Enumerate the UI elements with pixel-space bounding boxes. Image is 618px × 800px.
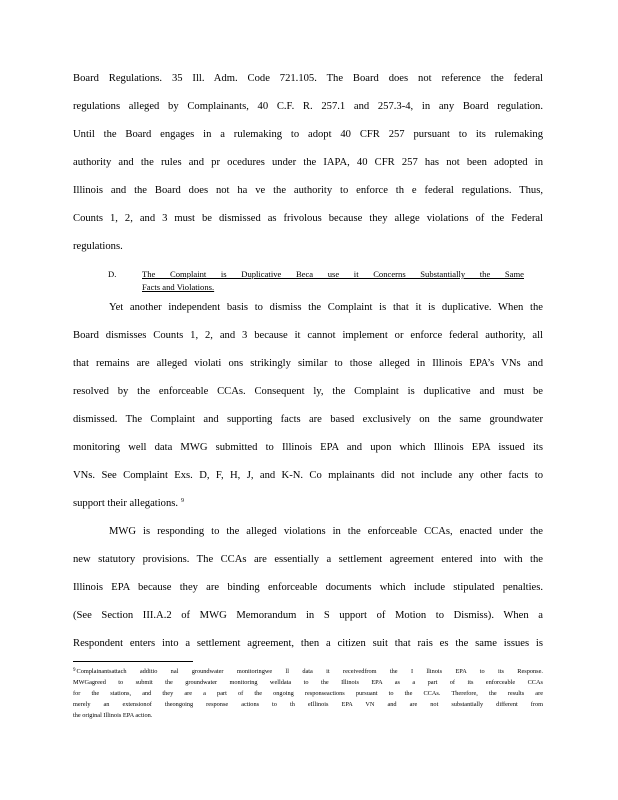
text-line: that remains are alleged violati ons strikingly similar to those alleged in Illinois EPA’s VNs and (73, 358, 543, 369)
footnote-line: for the stations, and they are a part of the ongoing responseactions pursuant to the CCAs. Therefore, the results are (73, 690, 543, 697)
section-heading (108, 269, 528, 295)
section-label: D. (108, 269, 117, 279)
footnote-line: merely an extensionof theongoing response actions to th eIllinois EPA VN and are not substantially different from (73, 701, 543, 708)
text-line: (See Section III.A.2 of MWG Memorandum in S upport of Motion to Dismiss). When a (73, 610, 543, 621)
text-line: Counts 1, 2, and 3 must be dismissed as frivolous because they allege violations of the Federal (73, 213, 543, 224)
text-line: regulations. (73, 241, 123, 252)
text-line: Respondent enters into a settlement agreement, then a citizen suit that rais es the same issues is (73, 638, 543, 649)
section-title-line-2: Facts and Violations. (142, 282, 215, 292)
text-line: authority and the rules and pr ocedures under the IAPA, 40 CFR 257 has not been adopted in (73, 157, 543, 168)
text-line: dismissed. The Complaint and supporting facts are based exclusively on the same groundwater (73, 414, 543, 425)
text-line: Board Regulations. 35 Ill. Adm. Code 721.105. The Board does not reference the federal (73, 73, 543, 84)
footnote-line: MWGagreed to submit the groundwater monitoring welldata to the Illinois EPA as a part of its enforceable CCAs (73, 679, 543, 686)
text-line: VNs. See Complaint Exs. D, F, H, J, and K-N. Co mplainants did not include any other facts to (73, 470, 543, 481)
text-line: monitoring well data MWG submitted to Illinois EPA and upon which Illinois EPA issued its (73, 442, 543, 453)
footnote-reference: 9 (181, 498, 185, 504)
section-title-line-1: The Complaint is Duplicative Beca use it Concerns Substantially the Same (142, 269, 524, 279)
text-line: Board dismisses Counts 1, 2, and 3 because it cannot implement or enforce federal authority, all (73, 330, 543, 341)
footnote-line-content: Complainantsattach additio nal groundwater monitoringwe ll data it receivedfrom the I llinois EPA to its Response. (76, 668, 543, 675)
text-line: resolved by the enforceable CCAs. Consequent ly, the Complaint is duplicative and must be (73, 386, 543, 397)
text-line: MWG is responding to the alleged violations in the enforceable CCAs, enacted under the (109, 526, 543, 537)
footnote-divider (73, 661, 193, 662)
text-line: Illinois and the Board does not ha ve the authority to enforce th e federal regulations. Thus, (73, 185, 543, 196)
footnote-marker: 9 (73, 668, 76, 673)
footnote-line: the original Illinois EPA action. (73, 712, 153, 719)
text-line: Until the Board engages in a rulemaking to adopt 40 CFR 257 pursuant to its rulemaking (73, 129, 543, 140)
text-line-content: support their allegations. (73, 498, 179, 509)
text-line: Yet another independent basis to dismiss the Complaint is that it is duplicative. When the (109, 302, 543, 313)
footnote-line (73, 668, 543, 675)
text-line: Illinois EPA because they are binding enforceable documents which include stipulated penalties. (73, 582, 543, 593)
text-line (73, 498, 543, 509)
text-line: new statutory provisions. The CCAs are essentially a settlement agreement entered into with the (73, 554, 543, 565)
text-line: regulations alleged by Complainants, 40 C.F. R. 257.1 and 257.3-4, in any Board regulation. (73, 101, 543, 112)
